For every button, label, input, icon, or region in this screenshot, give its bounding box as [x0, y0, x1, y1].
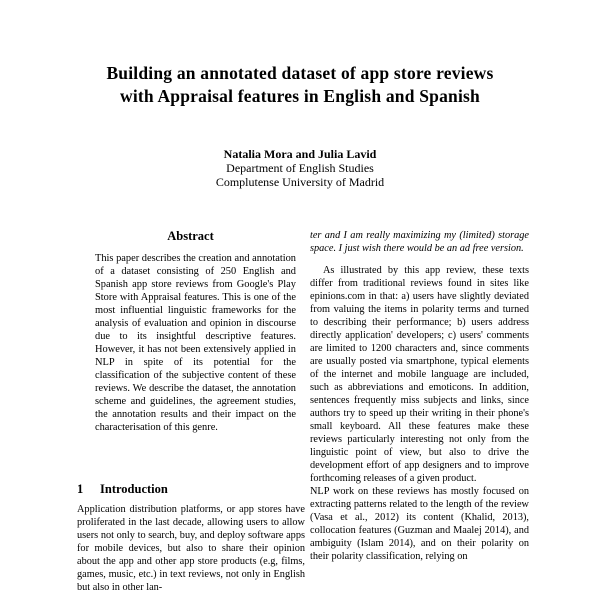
author-department: Department of English Studies [226, 161, 374, 175]
abstract-body: This paper describes the creation and annotation of a dataset consisting of 250 English and Spanish app store reviews from Google's Play Store with Appraisal features. This is one of the most influential linguistic frameworks for the analysis of evaluation and opinion in discourse due to its insightful descriptive features. However, it has not been extensively applied in NLP in spite of its potential for the classification of the subjective content of these reviews. We describe the dataset, the annotation scheme and guidelines, the agreement studies, the annotation results and their impact on the characterisation of this genre. [95, 253, 296, 433]
introduction-paragraph: Application distribution platforms, or app stores have proliferated in the last decade, allowing users to allow users not only to search, buy, and deploy software apps for mobile devices, but also to share their opinion about the app and other app store products (e.g, films, games, music, etc.) in text reviews, not only in English but also in other lan- [77, 504, 305, 593]
author-affiliation: Complutense University of Madrid [215, 175, 385, 189]
review-quote-continuation: ter and I am really maximizing my (limited) storage space. I just wish there would be an ad free version. [310, 230, 529, 254]
right-column [310, 229, 529, 563]
body-paragraph-2: NLP work on these reviews has mostly focused on extracting patterns related to the length of the review (Vasa et al., 2012) its content (Khalid, 2013), collocation features (Guzman and Maalej 2014), and ambiguity (Islam 2014), and on their polarity on their polarity classification, relying on [310, 486, 529, 562]
abstract-heading: Abstract [167, 229, 214, 243]
paper-title [0, 62, 600, 108]
body-paragraph-1: As illustrated by this app review, these texts differ from traditional reviews found in sites like epinions.com in that: a) users have slightly deviated from valuing the items in polarity terms and turned to describing their performance; b) users address directly application' developers; c) users' comments are limited to 1200 characters and, since comments are usually posted via smartphone, typical elements of the internet and mobile language are included, such as abbreviations and emoticons. In addition, sentences frequently miss subjects and links, since authors try to speed up their writing in their phone's small keyboard. All these features make these reviews particularly interesting not only from the linguistic point of view, but also to drive the development effort of app designers and to improve forthcoming releases of a given product. [310, 265, 529, 484]
paper-title-line-1: Building an annotated dataset of app store reviews [106, 63, 494, 83]
section-title: Introduction [100, 482, 168, 496]
author-names: Natalia Mora and Julia Lavid [223, 147, 377, 161]
section-number: 1 [77, 482, 84, 496]
authors-block [0, 147, 600, 189]
paper-title-line-2: with Appraisal features in English and Spanish [120, 86, 480, 106]
introduction-section-heading [77, 482, 304, 497]
